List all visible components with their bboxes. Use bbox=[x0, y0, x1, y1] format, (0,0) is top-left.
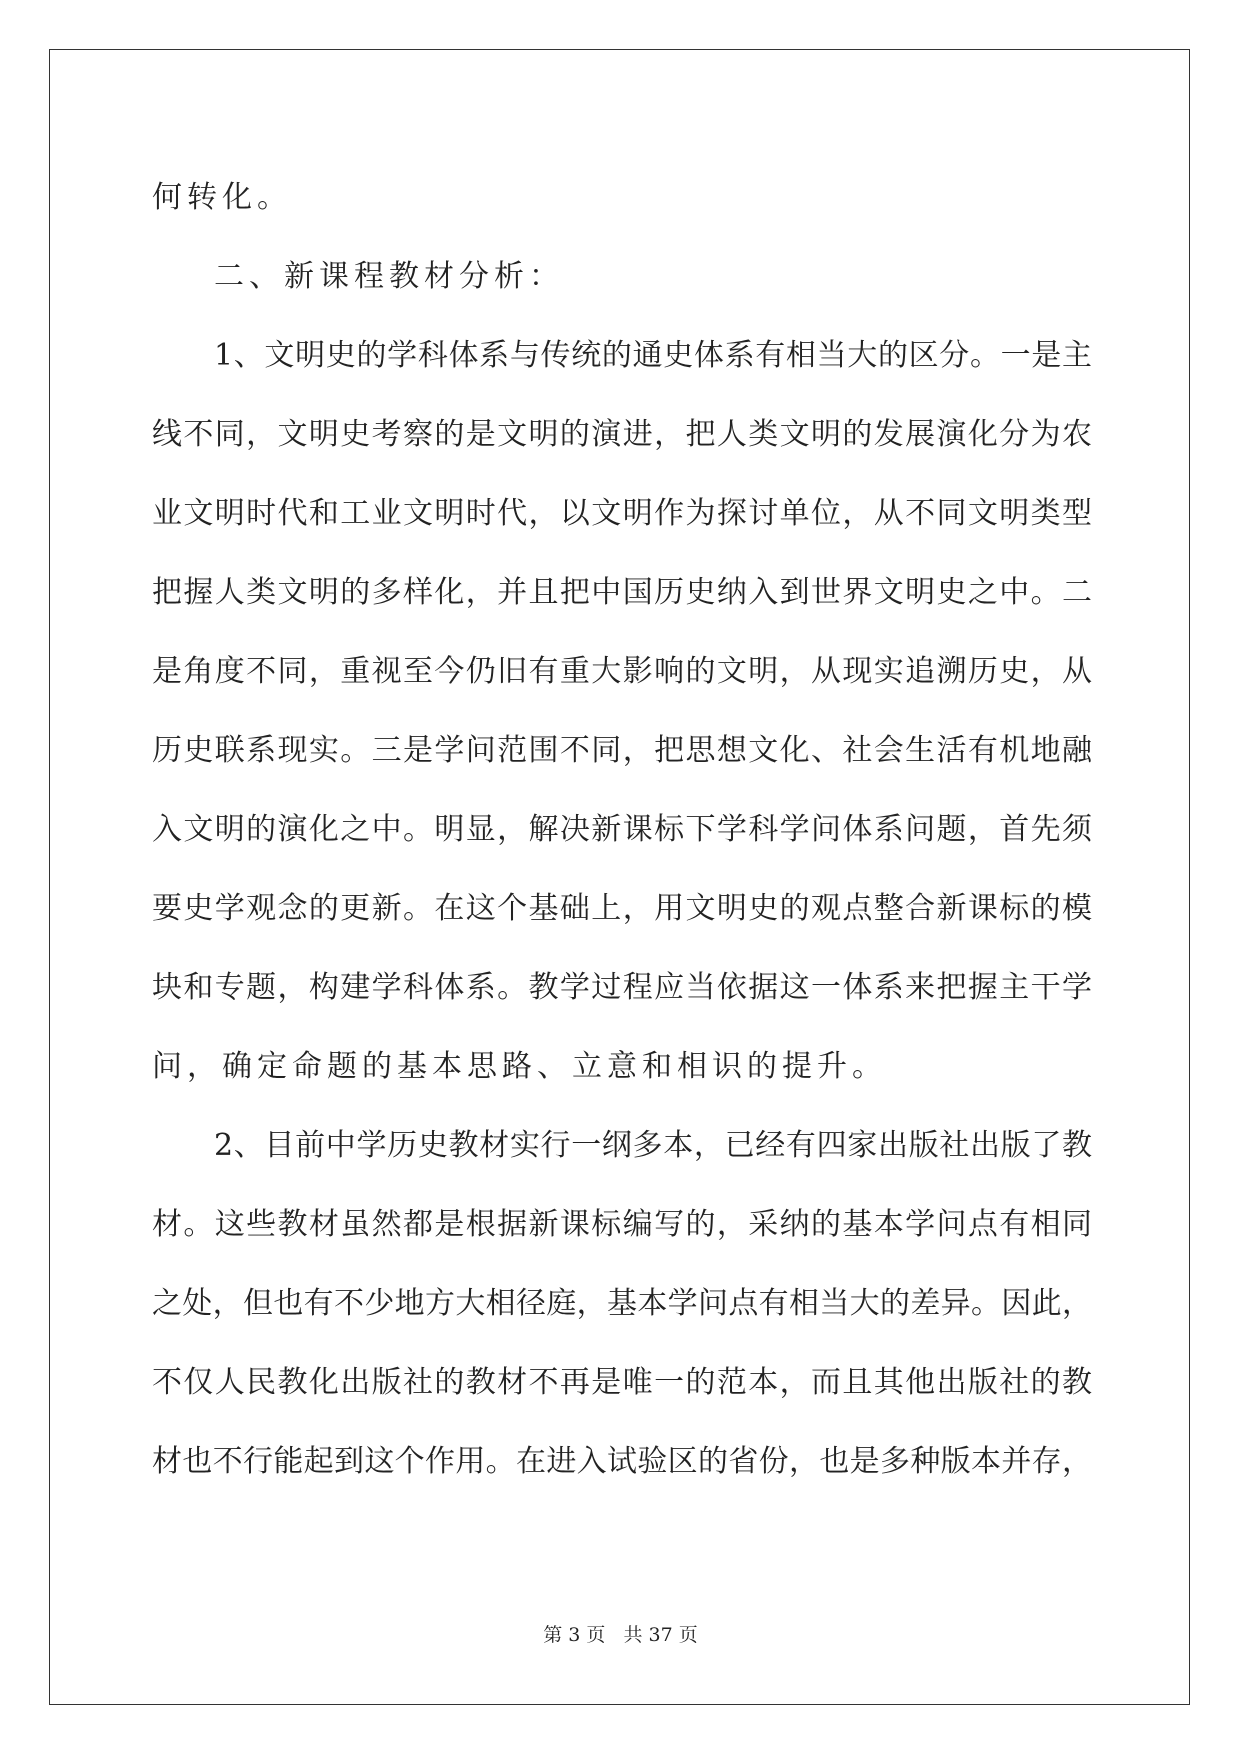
paragraph-line: 块和专题，构建学科体系。教学过程应当依据这一体系来把握主干学 bbox=[152, 970, 1092, 1005]
page-total: 共 37 页 bbox=[623, 1624, 698, 1646]
paragraph-line: 2、目前中学历史教材实行一纲多本，已经有四家出版社出版了教 bbox=[214, 1128, 1092, 1163]
page-number: 第 3 页 bbox=[543, 1624, 606, 1646]
paragraph-line: 业文明时代和工业文明时代，以文明作为探讨单位，从不同文明类型 bbox=[152, 496, 1092, 531]
paragraph-line: 1、文明史的学科体系与传统的通史体系有相当大的区分。一是主 bbox=[214, 338, 1092, 373]
paragraph-line: 把握人类文明的多样化，并且把中国历史纳入到世界文明史之中。二 bbox=[152, 575, 1092, 610]
paragraph-line: 材也不行能起到这个作用。在进入试验区的省份，也是多种版本并存， bbox=[152, 1444, 1092, 1479]
document-body bbox=[152, 158, 1092, 1501]
paragraph-line: 入文明的演化之中。明显，解决新课标下学科学问体系问题，首先须 bbox=[152, 812, 1092, 847]
paragraph-line: 历史联系现实。三是学问范围不同，把思想文化、社会生活有机地融 bbox=[152, 733, 1092, 768]
paragraph-line: 不仅人民教化出版社的教材不再是唯一的范本，而且其他出版社的教 bbox=[152, 1365, 1092, 1400]
paragraph-line: 之处，但也有不少地方大相径庭，基本学问点有相当大的差异。因此， bbox=[152, 1286, 1092, 1321]
text-line: 何转化。 bbox=[152, 180, 292, 215]
section-heading: 二、新课程教材分析： bbox=[214, 259, 564, 294]
paragraph-line: 是角度不同，重视至今仍旧有重大影响的文明，从现实追溯历史，从 bbox=[152, 654, 1092, 689]
paragraph-line: 线不同，文明史考察的是文明的演进，把人类文明的发展演化分为农 bbox=[152, 417, 1092, 452]
paragraph-line: 问，确定命题的基本思路、立意和相识的提升。 bbox=[152, 1049, 887, 1084]
paragraph-line: 要史学观念的更新。在这个基础上，用文明史的观点整合新课标的模 bbox=[152, 891, 1092, 926]
paragraph-line: 材。这些教材虽然都是根据新课标编写的，采纳的基本学问点有相同 bbox=[152, 1207, 1092, 1242]
page-footer bbox=[0, 1620, 1241, 1647]
